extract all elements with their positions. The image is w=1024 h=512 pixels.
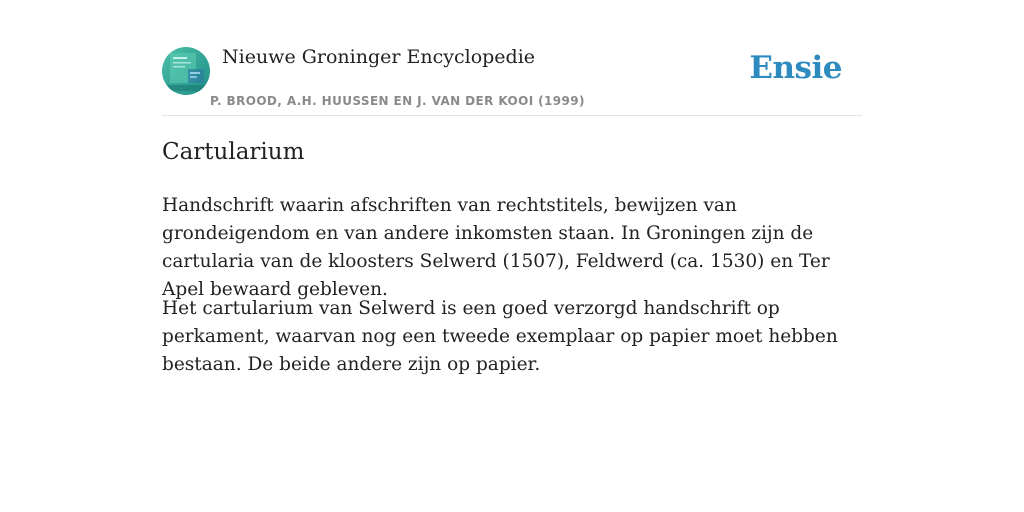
entry-paragraph: Handschrift waarin afschriften van rechtstitels, bewijzen van grondeigendom en van andere inkomsten staan. In Groningen zijn de cartularia van de kloosters Selwerd (1507), Feldwerd (ca. 1530) en Ter Apel bewaard gebleven. <box>162 195 830 300</box>
source-header <box>162 40 862 116</box>
book-title[interactable]: Nieuwe Groninger Encyclopedie <box>222 46 536 68</box>
ensie-logo[interactable]: Ensie <box>749 50 842 86</box>
book-cover-icon[interactable] <box>162 47 210 95</box>
encyclopedia-card <box>162 40 862 375</box>
book-authors: P. BROOD, A.H. HUUSSEN EN J. VAN DER KOOI (1999) <box>210 94 585 108</box>
entry-paragraph: Het cartularium van Selwerd is een goed verzorgd handschrift op perkament, waarvan nog een tweede exemplaar op papier moet hebben bestaan. De beide andere zijn op papier. <box>162 298 838 375</box>
entry-title: Cartularium <box>162 139 305 165</box>
